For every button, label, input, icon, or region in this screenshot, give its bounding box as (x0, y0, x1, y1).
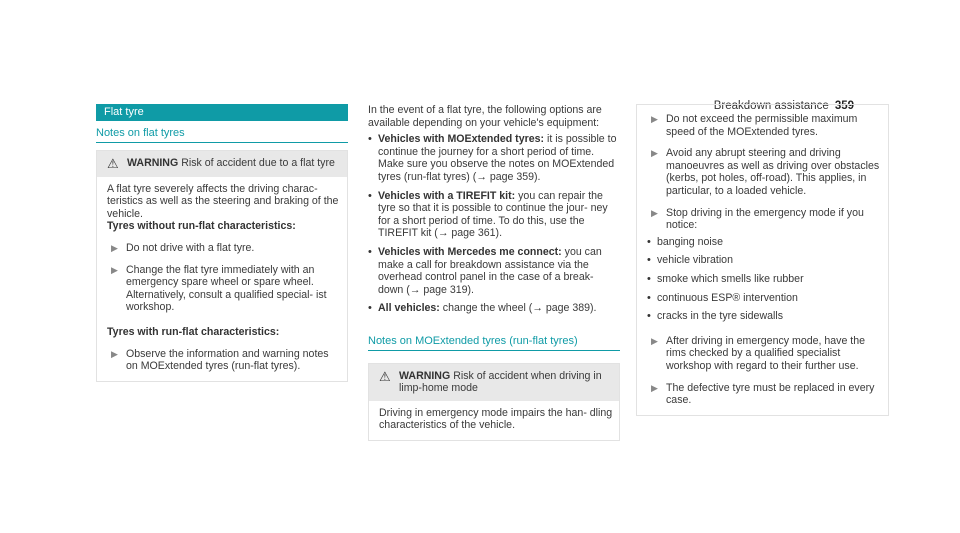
warning-box (368, 363, 620, 441)
warning-triangle-icon: ⚠ (379, 368, 391, 384)
column-flat-tyre-options (368, 104, 620, 441)
option-item: • All vehicles: change the wheel (→ page 389). (368, 302, 597, 315)
bullet-icon: • (647, 310, 651, 323)
triangle-right-icon: ▶ (651, 114, 658, 124)
triangle-right-icon: ▶ (651, 335, 658, 346)
intro-text: In the event of a flat tyre, the following options are available depending on your vehicle's equipment: (368, 104, 602, 129)
heading-without-run-flat: Tyres without run-flat characteristics: (107, 220, 296, 233)
triangle-right-icon: ▶ (651, 207, 658, 218)
subheading-moextended: Notes on MOExtended tyres (run-flat tyres) (368, 335, 620, 351)
triangle-right-icon: ▶ (651, 382, 658, 393)
instructions-box (636, 104, 889, 416)
step-item: ▶ The defective tyre must be replaced in every case. (647, 382, 880, 407)
step-item: ▶ Do not drive with a flat tyre. (107, 242, 341, 255)
bullet-icon: • (368, 189, 372, 202)
bullet-icon: • (647, 272, 651, 285)
triangle-right-icon: ▶ (651, 148, 658, 159)
warning-header (97, 151, 347, 177)
warning-label: WARNING (127, 156, 179, 169)
list-item: • vehicle vibration (647, 254, 733, 267)
bullet-icon: • (368, 245, 372, 258)
step-item: ▶ Change the flat tyre immediately with an emergency spare wheel or spare wheel. Alternatively, consult a qualified special- ist workshop. (107, 264, 341, 314)
step-item: ▶ Observe the information and warning notes on MOExtended tyres (run-flat tyres). (107, 348, 341, 373)
bullet-icon: • (647, 254, 651, 267)
bullet-icon: • (368, 302, 372, 315)
triangle-right-icon: ▶ (111, 242, 118, 253)
subheading-notes-flat-tyres: Notes on flat tyres (96, 127, 348, 143)
bullet-icon: • (368, 133, 372, 146)
option-item: • Vehicles with a TIREFIT kit: you can repair the tyre so that it is possible to continue the jour- ney for a short period of time. To do this, use the TIREFIT kit (→ page 361). (368, 189, 608, 240)
warning-box (96, 150, 348, 382)
column-flat-tyre (96, 104, 348, 382)
bullet-icon: • (647, 235, 651, 248)
heading-with-run-flat: Tyres with run-flat characteristics: (107, 325, 280, 338)
step-item: ▶ Stop driving in the emergency mode if you notice: (647, 207, 880, 232)
page-number: 359 (834, 100, 854, 112)
list-item: • smoke which smells like rubber (647, 272, 804, 285)
warning-text: Risk of accident when driving in limp-home mode (399, 369, 602, 395)
triangle-right-icon: ▶ (111, 264, 118, 275)
list-item: • cracks in the tyre sidewalls (647, 310, 783, 323)
warning-body: A flat tyre severely affects the driving charac- teristics as well as the steering and braking of the vehicle. (107, 182, 339, 220)
warning-label: WARNING (399, 369, 451, 382)
step-item: ▶ Do not exceed the permissible maximum speed of the MOExtended tyres. (647, 113, 880, 138)
step-item: ▶ After driving in emergency mode, have the rims checked by a qualified specialist workshop with regard to their further use. (647, 335, 880, 373)
triangle-right-icon: ▶ (111, 348, 118, 359)
warning-header (369, 364, 619, 401)
column-emergency-mode (636, 104, 889, 416)
section-title: Breakdown assistance (713, 100, 829, 112)
bullet-icon: • (647, 291, 651, 304)
warning-triangle-icon: ⚠ (107, 155, 119, 171)
warning-text: Risk of accident due to a flat tyre (181, 156, 335, 169)
list-item: • banging noise (647, 235, 723, 248)
step-item: ▶ Avoid any abrupt steering and driving manoeuvres as well as driving over obstacles (kerbs, pot holes, off-road). This applies, in particular, to a loaded vehicle. (647, 147, 880, 197)
option-item: • Vehicles with Mercedes me connect: you can make a call for breakdown assistance via the overhead control panel in the case of a break- down (→ page 319). (368, 245, 602, 296)
section-title-bar: Flat tyre (96, 104, 348, 121)
option-item: • Vehicles with MOExtended tyres: it is possible to continue the journey for a short period of time. Make sure you observe the notes on MOExtended tyres (run-flat tyres) (→ page 359). (368, 133, 617, 183)
list-item: • continuous ESP® intervention (647, 291, 798, 304)
warning-body: Driving in emergency mode impairs the han- dling characteristics of the vehicle. (379, 406, 613, 432)
